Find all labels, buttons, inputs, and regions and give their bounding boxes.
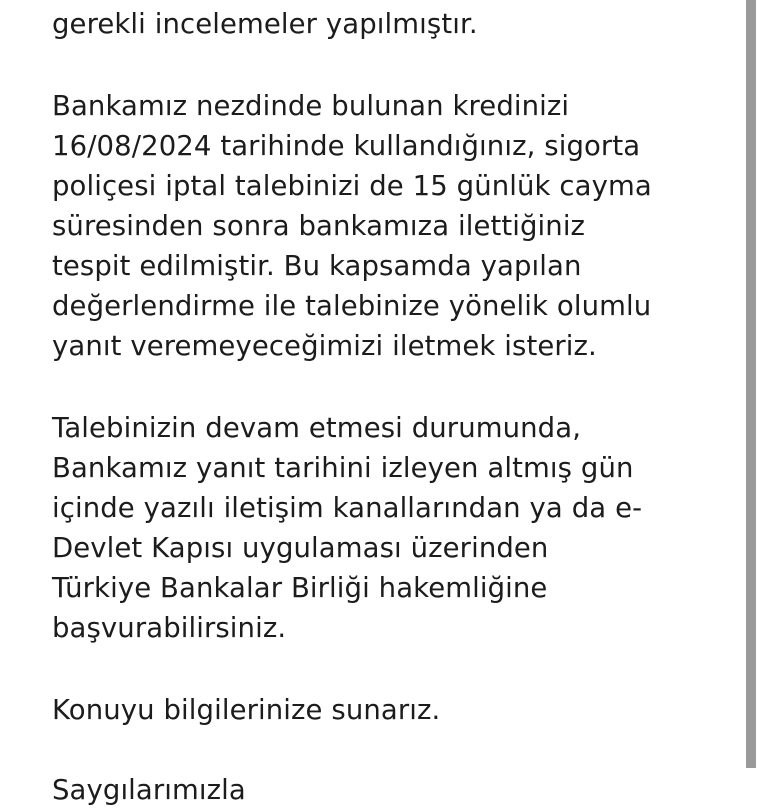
letter-body	[52, 0, 732, 810]
paragraph2-line: poliçesi iptal talebinizi de 15 günlük cayma	[52, 170, 652, 202]
paragraph2-line: tespit edilmiştir. Bu kapsamda yapılan	[52, 250, 582, 282]
paragraph3-line: başvurabilirsiniz.	[52, 612, 287, 644]
paragraph-2	[52, 86, 732, 366]
paragraph3-line: Devlet Kapısı uygulaması üzerinden	[52, 532, 549, 564]
paragraph-gap	[52, 648, 732, 690]
signoff-line: Saygılarımızla	[52, 774, 246, 806]
paragraph2-line: Bankamız nezdinde bulunan kredinizi	[52, 90, 570, 122]
paragraph2-line: yanıt veremeyeceğimizi iletmek isteriz.	[52, 330, 597, 362]
paragraph3-line: içinde yazılı iletişim kanallarından ya da e-	[52, 492, 643, 524]
paragraph1-end: gerekli incelemeler yapılmıştır.	[52, 8, 478, 40]
paragraph-gap	[52, 44, 732, 86]
paragraph2-line: süresinden sonra bankamıza ilettiğiniz	[52, 210, 586, 242]
paragraph2-line: 16/08/2024 tarihinde kullandığınız, sigorta	[52, 130, 641, 162]
paragraph-gap	[52, 730, 732, 770]
paragraph-gap	[52, 366, 732, 408]
scrollbar-edge	[756, 0, 768, 768]
paragraph3-line: Talebinizin devam etmesi durumunda,	[52, 412, 582, 444]
paragraph3-line: Türkiye Bankalar Birliği hakemliğine	[52, 572, 548, 604]
closing-line: Konuyu bilgilerinize sunarız.	[52, 694, 441, 726]
paragraph-3	[52, 408, 732, 648]
paragraph3-line: Bankamız yanıt tarihini izleyen altmış gün	[52, 452, 634, 484]
paragraph2-line: değerlendirme ile talebinize yönelik olumlu	[52, 290, 652, 322]
scrollbar[interactable]	[746, 0, 756, 768]
